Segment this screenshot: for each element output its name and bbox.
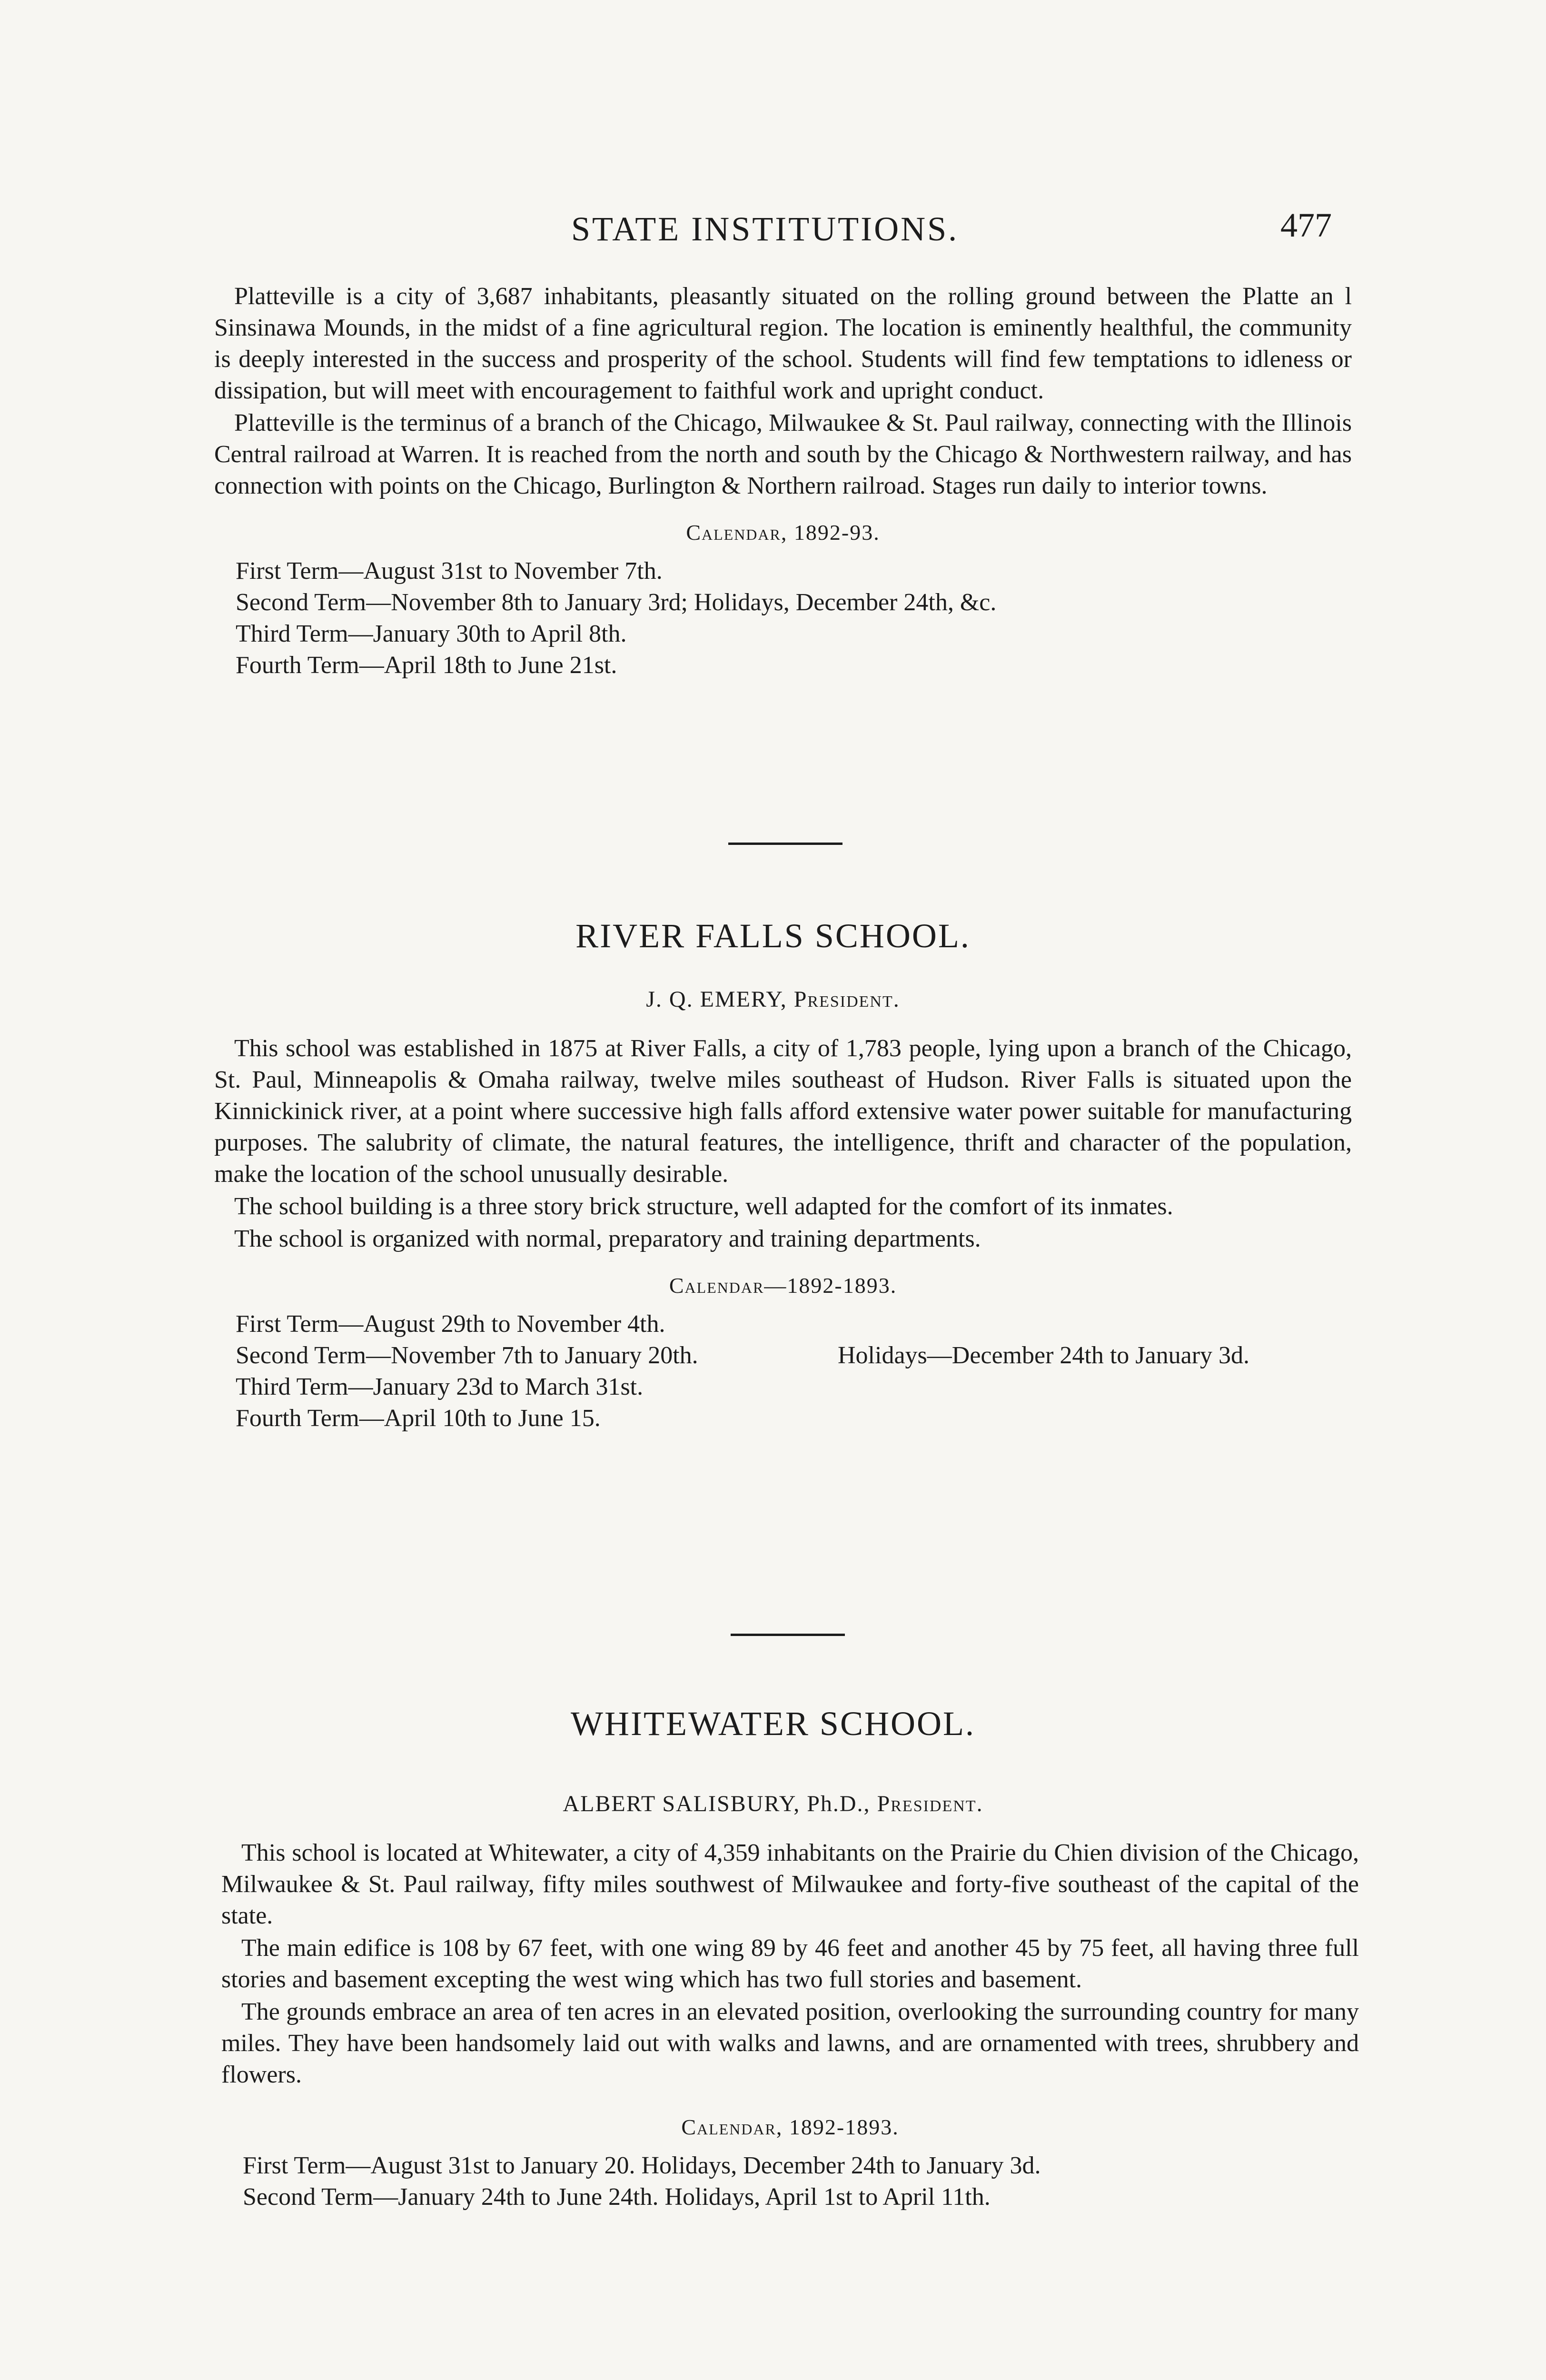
river-falls-section [214, 1033, 1352, 1434]
paragraph: Platteville is the terminus of a branch of the Chicago, Milwaukee & St. Paul railway, connecting with the Illinois Central railroad at Warren. It is reached from the north and south by the Chicago & Northwestern railway, and has connection with points on the Chicago, Burlington & Northern railroad. Stages run daily to interior towns. [214, 409, 1352, 499]
calendar-line: Fourth Term—April 18th to June 21st. [236, 652, 617, 679]
paragraph: The school building is a three story brick structure, well adapted for the comfort of its inmates. [234, 1193, 1173, 1220]
president-name: J. Q. EMERY, [646, 987, 787, 1012]
section-title: WHITEWATER SCHOOL. [571, 1705, 975, 1743]
calendar-line: First Term—August 31st to January 20. Holidays, December 24th to January 3d. [243, 2152, 1041, 2179]
calendar-line-with-holiday [214, 1340, 1352, 1371]
paragraph: Platteville is a city of 3,687 inhabitants, pleasantly situated on the rolling ground between the Platte an l Sinsinawa Mounds, in the midst of a fine agricultural region. The location is eminently healthful, the community is deeply interested in the success and prosperity of the school. Students will find few temptations to idleness or dissipation, but will meet with encouragement to faithful work and upright conduct. [214, 283, 1352, 404]
president-title: President. [793, 987, 900, 1012]
paragraph: The school is organized with normal, preparatory and training departments. [234, 1225, 981, 1252]
paragraph: The main edifice is 108 by 67 feet, with one wing 89 by 46 feet and another 45 by 75 feet, all having three full stories and basement excepting the west wing which has two full stories and basement. [221, 1934, 1359, 1993]
calendar-line: Third Term—January 30th to April 8th. [236, 620, 627, 647]
holiday-note: Holidays—December 24th to January 3d. [838, 1342, 1250, 1369]
running-header: STATE INSTITUTIONS. [571, 210, 959, 248]
paragraph: This school was established in 1875 at River Falls, a city of 1,783 people, lying upon a branch of the Chicago, St. Paul, Minneapolis & Omaha railway, twelve miles southeast of Hudson. River Falls is situated upon the Kinnickinick river, at a point where successive high falls afford extensive water power suitable for manufacturing purposes. The salubrity of climate, the natural features, the intelligence, thrift and character of the population, make the location of the school unusually desirable. [214, 1035, 1352, 1188]
president-line [0, 986, 1546, 1012]
president-title: President. [877, 1791, 983, 1816]
calendar-title: Calendar, 1892-1893. [681, 2115, 899, 2139]
whitewater-section [221, 1837, 1359, 2213]
section-title: RIVER FALLS SCHOOL. [575, 917, 971, 955]
platteville-section [214, 281, 1352, 681]
president-line [0, 1791, 1546, 1817]
calendar-title: Calendar, 1892-93. [686, 520, 880, 545]
calendar-line: Second Term—January 24th to June 24th. Holidays, April 1st to April 11th. [243, 2183, 991, 2211]
section-divider [728, 843, 842, 845]
page-number: 477 [1280, 206, 1332, 244]
section-divider [731, 1634, 845, 1636]
paragraph: The grounds embrace an area of ten acres in an elevated position, overlooking the surrounding country for many miles. They have been handsomely laid out with walks and lawns, and are ornamented with trees, shrubbery and flowers. [221, 1998, 1359, 2088]
president-name: ALBERT SALISBURY, Ph.D., [563, 1791, 871, 1816]
calendar-line: Second Term—November 7th to January 20th. [236, 1342, 698, 1369]
paragraph: This school is located at Whitewater, a city of 4,359 inhabitants on the Prairie du Chien division of the Chicago, Milwaukee & St. Paul railway, fifty miles southwest of Milwaukee and forty-five southeast of the capital of the state. [221, 1839, 1359, 1929]
calendar-line: First Term—August 29th to November 4th. [236, 1310, 665, 1338]
calendar-line: Second Term—November 8th to January 3rd; Holidays, December 24th, &c. [236, 589, 997, 616]
calendar-line: Third Term—January 23d to March 31st. [236, 1373, 644, 1400]
calendar-line: Fourth Term—April 10th to June 15. [236, 1405, 601, 1432]
calendar-title: Calendar—1892-1893. [669, 1273, 897, 1298]
calendar-line: First Term—August 31st to November 7th. [236, 557, 663, 585]
